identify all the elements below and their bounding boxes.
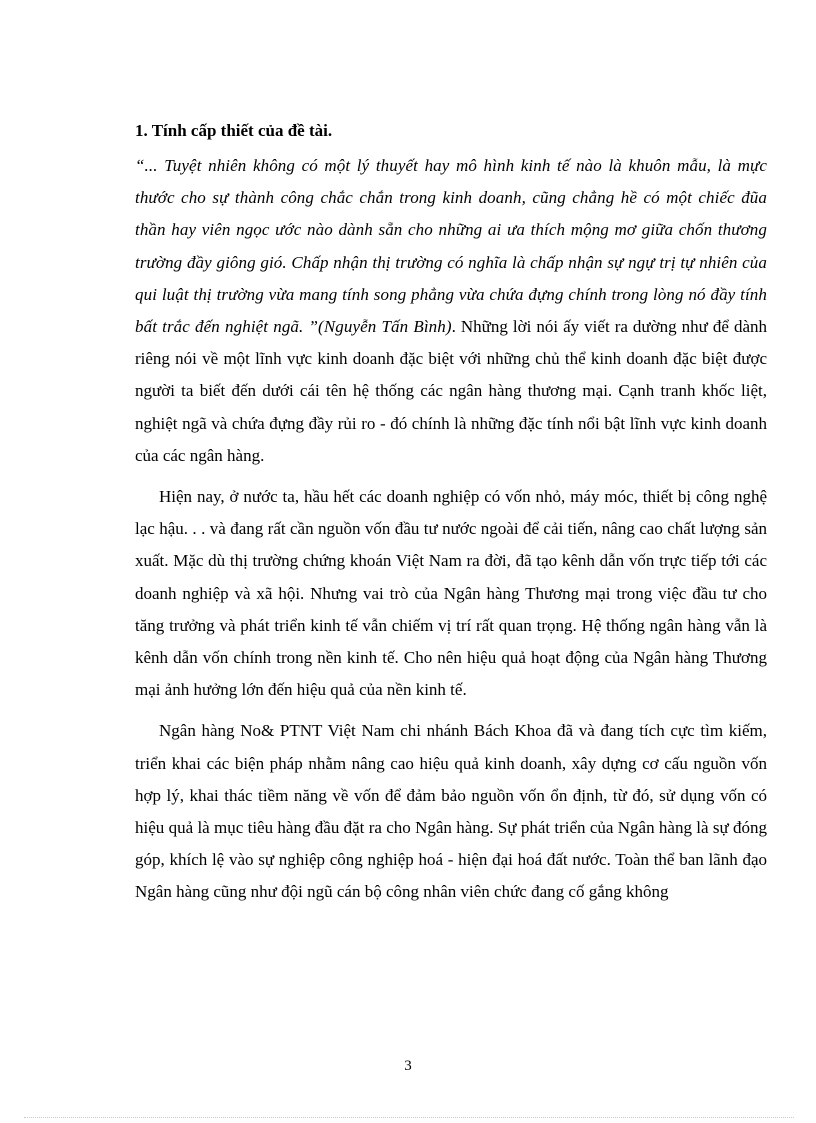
paragraph-1 bbox=[135, 150, 767, 472]
page-number: 3 bbox=[404, 1058, 412, 1074]
quote-text: “... Tuyệt nhiên không có một lý thuyết hay mô hình kinh tế nào là khuôn mẫu, là mực thước cho sự thành công chắc chắn trong kinh doanh, cũng chẳng hề có một chiếc đũa thần hay viên ngọc ước nào dành sẵn cho những ai ưa thích mộng mơ giữa chốn thương trường đầy giông gió. Chấp nhận thị trường có nghĩa là chấp nhận sự ngự trị tự nhiên của qui luật thị trường vừa mang tính song phẳng vừa chứa đựng chính trong lòng nó đầy tính bất trắc đến nghiệt ngã. ”(Nguyễn Tấn Bình) bbox=[135, 156, 767, 337]
paragraph-1-continuation: . Những lời nói ấy viết ra dường như để dành riêng nói về một lĩnh vực kinh doanh đặc biệt với những chủ thể kinh doanh đặc biệt được người ta biết đến dưới cái tên hệ thống các ngân hàng thương mại. Cạnh tranh khốc liệt, nghiệt ngã và chứa đựng đầy rủi ro - đó chính là những đặc tính nổi bật lĩnh vực kinh doanh của các ngân hàng. bbox=[135, 317, 767, 465]
paragraph-3: Ngân hàng No& PTNT Việt Nam chi nhánh Bách Khoa đã và đang tích cực tìm kiếm, triển khai các biện pháp nhằm nâng cao hiệu quả kinh doanh, xây dựng cơ cấu nguồn vốn hợp lý, khai thác tiềm năng về vốn để đảm bảo nguồn vốn ổn định, từ đó, sử dụng vốn có hiệu quả là mục tiêu hàng đầu đặt ra cho Ngân hàng. Sự phát triển của Ngân hàng là sự đóng góp, khích lệ vào sự nghiệp công nghiệp hoá - hiện đại hoá đất nước. Toàn thể ban lãnh đạo Ngân hàng cũng như đội ngũ cán bộ công nhân viên chức đang cố gắng không bbox=[135, 721, 767, 902]
paragraph-2: Hiện nay, ở nước ta, hầu hết các doanh nghiệp có vốn nhỏ, máy móc, thiết bị công nghệ lạc hậu. . . và đang rất cần nguồn vốn đầu tư nước ngoài để cải tiến, nâng cao chất lượng sản xuất. Mặc dù thị trường chứng khoán Việt Nam ra đời, đã tạo kênh dẫn vốn trực tiếp tới các doanh nghiệp và xã hội. Nhưng vai trò của Ngân hàng Thương mại trong việc đầu tư cho tăng trưởng và phát triển kinh tế vẫn chiếm vị trí rất quan trọng. Hệ thống ngân hàng vẫn là kênh dẫn vốn chính trong nền kinh tế. Cho nên hiệu quả hoạt động của Ngân hàng Thương mại ảnh hưởng lớn đến hiệu quả của nền kinh tế. bbox=[135, 487, 767, 700]
footer-divider bbox=[24, 1117, 794, 1118]
page-content bbox=[135, 118, 767, 909]
section-heading: 1. Tính cấp thiết của đề tài. bbox=[135, 121, 333, 140]
